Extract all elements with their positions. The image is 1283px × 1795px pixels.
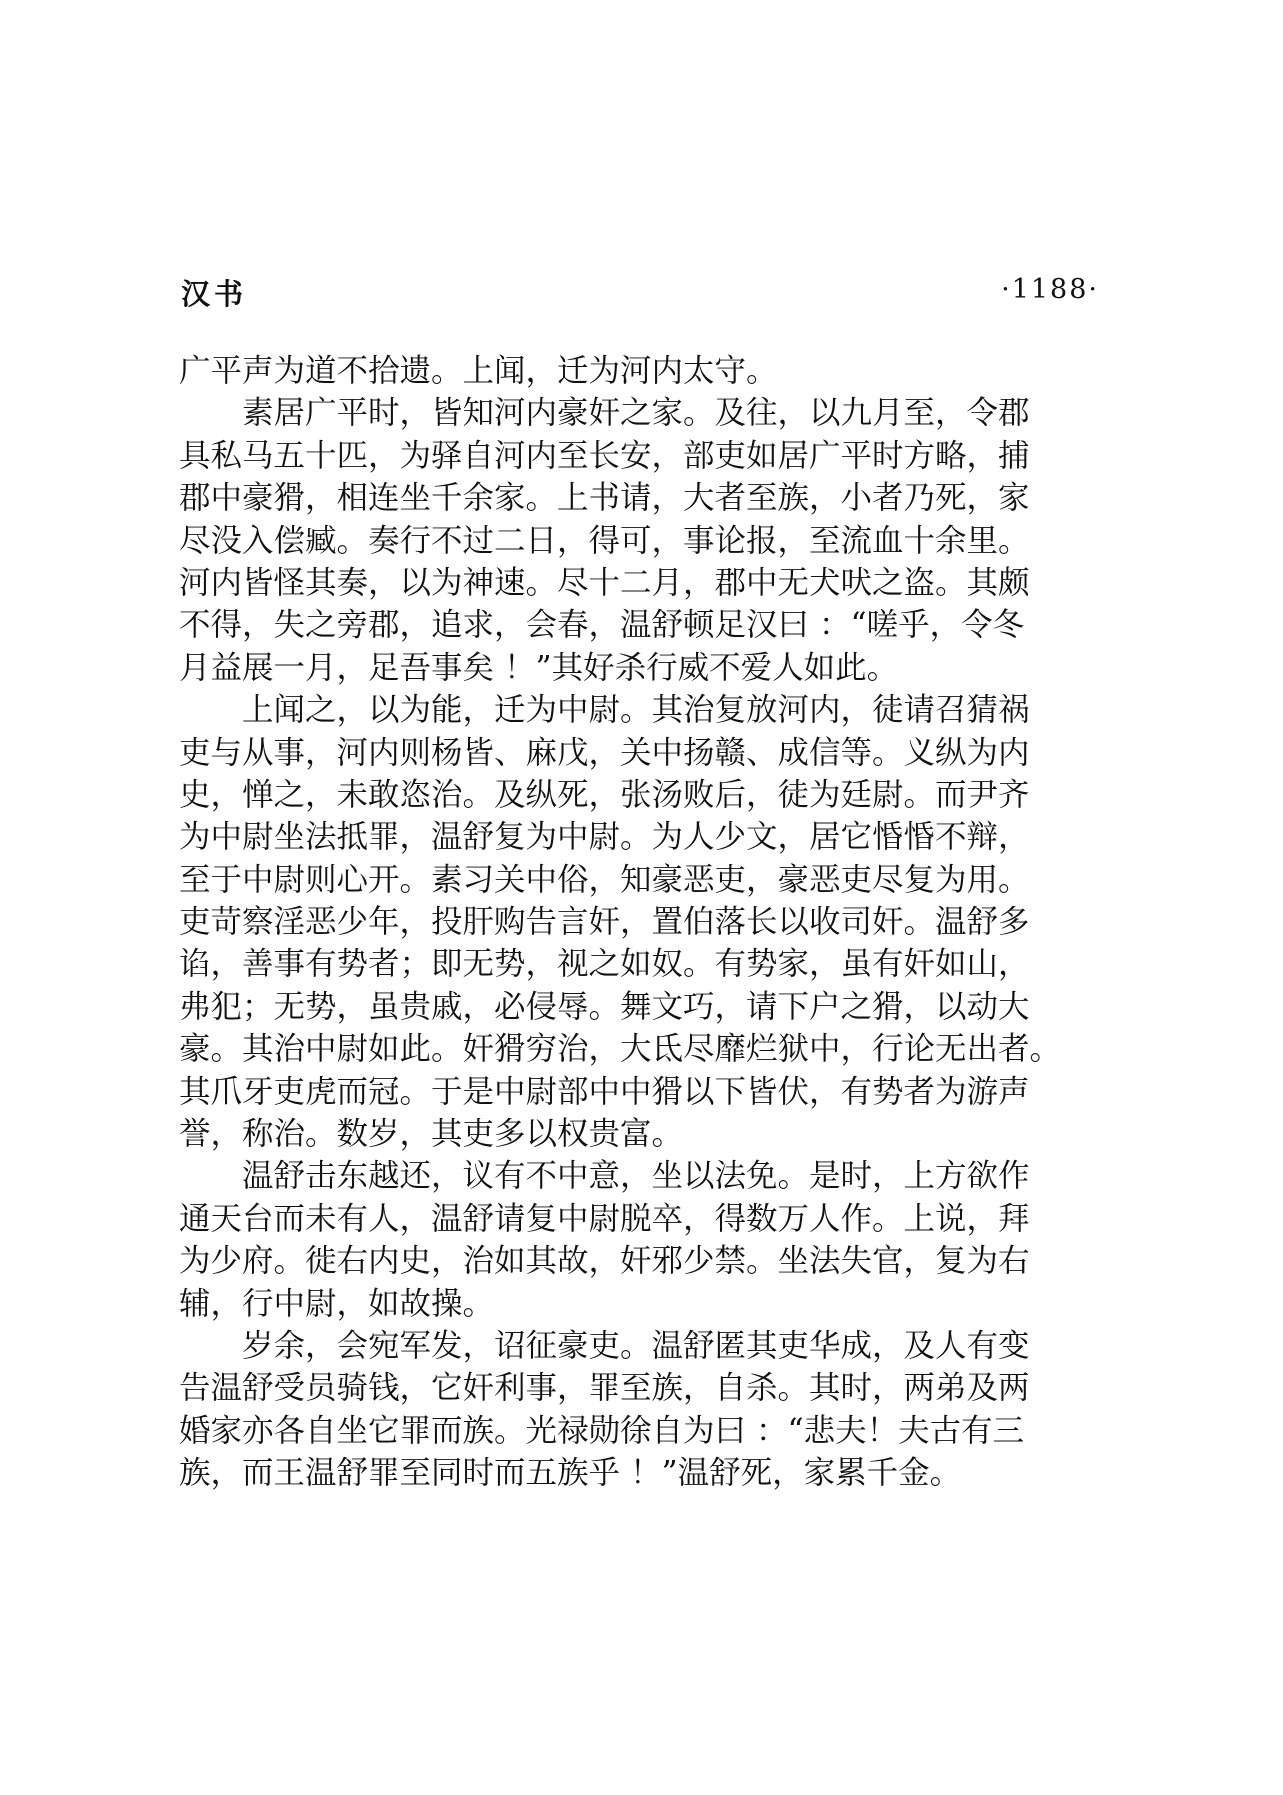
text-line: 上闻之，以为能，迁为中尉。其治复放河内，徒请召猜祸 (179, 692, 1030, 729)
text-line: 豪。其治中尉如此。奸猾穷治，大氐尽靡烂狱中，行论无出者。 (179, 1031, 1062, 1068)
text-line: 广平声为道不拾遗。上闻，迁为河内太守。 (179, 353, 778, 389)
text-line: 告温舒受员骑钱，它奸利事，罪至族，自杀。其时，两弟及两 (179, 1370, 1030, 1407)
text-line: 为少府。徙右内史，治如其故，奸邪少禁。坐法失官，复为右 (179, 1243, 1030, 1280)
text-line: 郡中豪猾，相连坐千余家。上书请，大者至族，小者乃死，家 (179, 480, 1030, 517)
text-line: 誉，称治。数岁，其吏多以权贵富。 (179, 1116, 684, 1153)
text-line: 河内皆怪其奏，以为神速。尽十二月，郡中无犬吠之盗。其颇 (179, 564, 1030, 601)
page-header (181, 272, 1099, 312)
text-line: 月益展一月，足吾事矣 ！”其好杀行威不爱人如此。 (179, 649, 899, 686)
text-line: 谄，善事有势者；即无势，视之如奴。有势家，虽有奸如山， (179, 946, 1030, 983)
text-line: 至于中尉则心开。素习关中俗，知豪恶吏，豪恶吏尽复为用。 (179, 861, 1030, 898)
text-line: 为中尉坐法抵罪，温舒复为中尉。为人少文，居它惛惛不辩， (179, 819, 1030, 856)
text-line: 具私马五十匹，为驿自河内至长安，部吏如居广平时方略，捕 (179, 437, 1030, 474)
text-line: 吏与从事，河内则杨皆、麻戊，关中扬赣、成信等。义纵为内 (179, 734, 1030, 771)
text-line: 通天台而未有人，温舒请复中尉脱卒，得数万人作。上说，拜 (179, 1200, 1030, 1237)
text-line: 尽没入偿臧。奏行不过二日，得可，事论报，至流血十余里。 (179, 522, 1030, 559)
text-line: 温舒击东越还，议有不中意，坐以法免。是时，上方欲作 (179, 1158, 1030, 1195)
text-line: 其爪牙吏虎而冠。于是中尉部中中猾以下皆伏，有势者为游声 (179, 1073, 1030, 1110)
text-line: 岁余，会宛军发，诏征豪吏。温舒匿其吏华成，及人有变 (179, 1327, 1030, 1364)
body-text (179, 350, 1099, 1495)
text-line: 素居广平时，皆知河内豪奸之家。及往，以九月至，令郡 (179, 395, 1030, 432)
text-line: 族，而王温舒罪至同时而五族乎 ！”温舒死，家累千金。 (179, 1455, 962, 1492)
book-title: 汉书 (181, 277, 248, 311)
text-line: 不得，失之旁郡，追求，会春，温舒顿足汉曰 ：“嗟乎，令冬 (179, 607, 1025, 644)
text-line: 辅，行中尉，如故操。 (179, 1285, 495, 1322)
text-line: 婚家亦各自坐它罪而族。光禄勋徐自为曰 ：“悲夫！夫古有三 (179, 1412, 1025, 1449)
text-line: 弗犯；无势，虽贵戚，必侵辱。舞文巧，请下户之猾，以动大 (179, 988, 1030, 1025)
text-line: 吏苛察淫恶少年，投肝购告言奸，置伯落长以收司奸。温舒多 (179, 904, 1030, 941)
text-line: 史，惮之，未敢恣治。及纵死，张汤败后，徒为廷尉。而尹齐 (179, 776, 1030, 813)
page-number: ·1188· (1001, 274, 1099, 305)
